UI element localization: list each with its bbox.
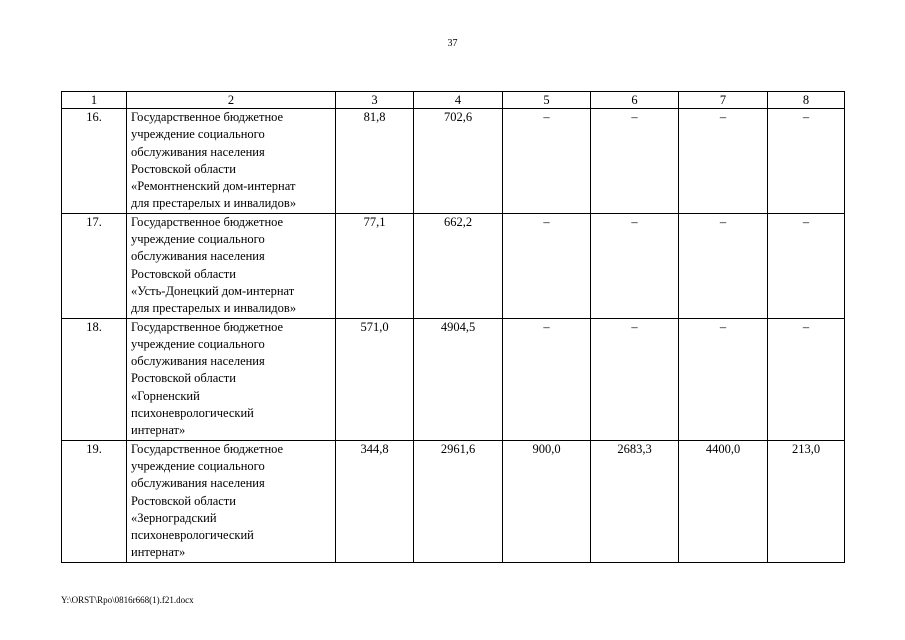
name-line: «Горненский <box>131 388 200 403</box>
row-number: 16. <box>62 109 127 214</box>
header-cell: 8 <box>768 92 845 109</box>
value-cell: – <box>768 213 845 318</box>
value-cell: – <box>591 109 679 214</box>
header-cell: 3 <box>336 92 414 109</box>
name-line: учреждение социального <box>131 127 265 142</box>
value-cell: – <box>591 213 679 318</box>
value-cell: 344,8 <box>336 440 414 562</box>
header-cell: 5 <box>503 92 591 109</box>
value-cell: – <box>503 213 591 318</box>
value-cell: 702,6 <box>414 109 503 214</box>
name-line: обслуживания населения <box>131 144 265 159</box>
file-path-footer: Y:\ORST\Rpo\0816r668(1).f21.docx <box>61 595 194 605</box>
row-number: 18. <box>62 318 127 440</box>
value-cell: 2683,3 <box>591 440 679 562</box>
header-cell: 7 <box>679 92 768 109</box>
header-cell: 6 <box>591 92 679 109</box>
value-cell: 213,0 <box>768 440 845 562</box>
name-line: учреждение социального <box>131 336 265 351</box>
data-table <box>61 91 845 563</box>
name-line: психоневрологический <box>131 406 254 421</box>
value-cell: – <box>768 109 845 214</box>
value-cell: 2961,6 <box>414 440 503 562</box>
name-line: Государственное бюджетное <box>131 110 284 124</box>
table-row <box>62 213 845 318</box>
table-row <box>62 318 845 440</box>
value-cell: 662,2 <box>414 213 503 318</box>
name-line: интернат» <box>131 545 186 560</box>
name-line: «Зерноградский <box>131 510 217 525</box>
value-cell: 4904,5 <box>414 318 503 440</box>
institution-name <box>127 109 336 214</box>
header-row <box>62 92 845 109</box>
institution-name <box>127 440 336 562</box>
name-line: обслуживания населения <box>131 354 265 369</box>
value-cell: 77,1 <box>336 213 414 318</box>
header-cell: 1 <box>62 92 127 109</box>
value-cell: 571,0 <box>336 318 414 440</box>
name-line: «Усть-Донецкий дом-интернат <box>131 283 295 298</box>
name-line: психоневрологический <box>131 528 254 543</box>
name-line: для престарелых и инвалидов» <box>131 301 297 316</box>
table-row <box>62 440 845 562</box>
name-line: Государственное бюджетное <box>131 441 284 456</box>
value-cell: – <box>591 318 679 440</box>
value-cell: – <box>503 109 591 214</box>
name-line: Ростовской области <box>131 161 236 176</box>
name-line: Ростовской области <box>131 371 236 386</box>
value-cell: 81,8 <box>336 109 414 214</box>
name-line: обслуживания населения <box>131 476 265 491</box>
value-cell: – <box>679 213 768 318</box>
value-cell: 900,0 <box>503 440 591 562</box>
name-line: Ростовской области <box>131 266 236 281</box>
row-number: 19. <box>62 440 127 562</box>
name-line: Государственное бюджетное <box>131 214 284 229</box>
name-line: обслуживания населения <box>131 249 265 264</box>
institution-name <box>127 318 336 440</box>
name-line: «Ремонтненский дом-интернат <box>131 179 296 194</box>
value-cell: – <box>768 318 845 440</box>
name-line: интернат» <box>131 423 186 438</box>
row-number: 17. <box>62 213 127 318</box>
value-cell: 4400,0 <box>679 440 768 562</box>
value-cell: – <box>679 318 768 440</box>
header-cell: 4 <box>414 92 503 109</box>
page-number: 37 <box>447 38 458 49</box>
name-line: учреждение социального <box>131 458 265 473</box>
value-cell: – <box>679 109 768 214</box>
name-line: Ростовской области <box>131 493 236 508</box>
institution-name <box>127 213 336 318</box>
header-cell: 2 <box>127 92 336 109</box>
name-line: Государственное бюджетное <box>131 319 284 334</box>
value-cell: – <box>503 318 591 440</box>
name-line: учреждение социального <box>131 232 265 247</box>
table-row <box>62 109 845 214</box>
name-line: для престарелых и инвалидов» <box>131 196 297 211</box>
